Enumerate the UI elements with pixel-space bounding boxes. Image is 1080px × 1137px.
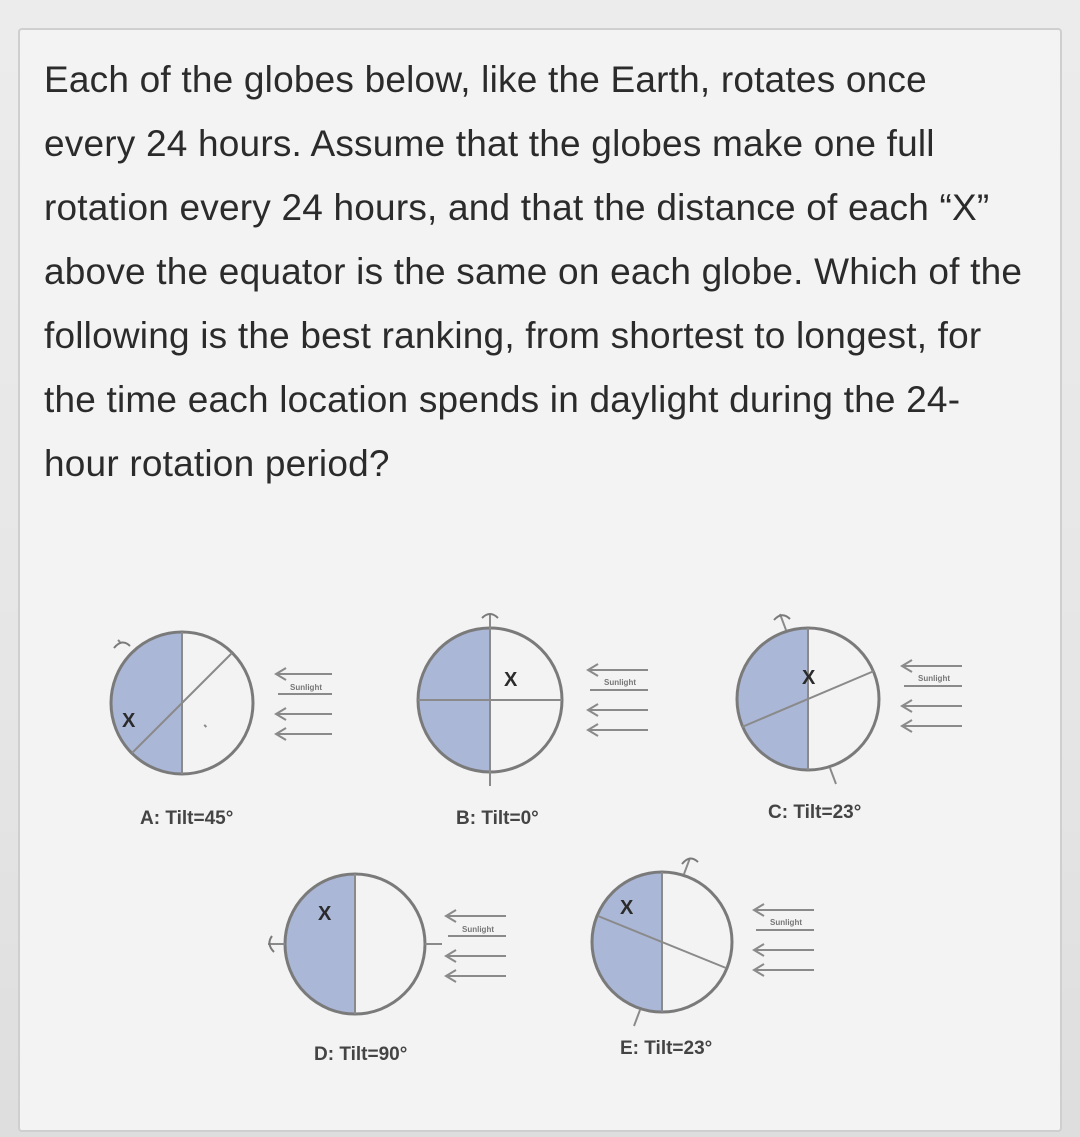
- globe-a-night-side: [111, 632, 182, 774]
- globe-d-marker: X: [318, 903, 332, 925]
- question-text: Each of the globes below, like the Earth, rotates once every 24 hours. Assume that the globes make one full rotation every 24 hours, and that the distance of each “X” above the equator is the same on each globe. Which of the following is the best ranking, from shortest to longest, for the time each location spends in daylight during the 24-hour rotation period?: [44, 59, 1023, 484]
- globe-e-sunlight-arrows: [754, 904, 814, 976]
- globe-e-sunlight-label: Sunlight: [770, 918, 802, 927]
- globe-d: [268, 874, 506, 1065]
- globe-c-caption: C: Tilt=23°: [768, 802, 862, 823]
- globe-b-sunlight-arrows: [588, 664, 648, 736]
- globe-e: [592, 858, 814, 1059]
- globe-e-axis-bottom: [634, 1010, 640, 1026]
- globe-d-caption: D: Tilt=90°: [314, 1044, 408, 1065]
- globe-d-sunlight-arrows: [446, 910, 506, 982]
- globe-b-marker: X: [504, 669, 518, 691]
- globe-d-sunlight-label: Sunlight: [462, 925, 494, 934]
- globe-a-caption: A: Tilt=45°: [140, 808, 234, 829]
- globe-a-sunlight-arrows: [276, 668, 332, 740]
- globe-a: [111, 632, 332, 829]
- globe-b-sunlight-label: Sunlight: [604, 678, 636, 687]
- globe-e-marker: X: [620, 897, 634, 919]
- globe-e-rotation-arrow-icon: [682, 858, 698, 864]
- globe-c-marker: X: [802, 667, 816, 689]
- globe-b-caption: B: Tilt=0°: [456, 808, 539, 829]
- globe-e-caption: E: Tilt=23°: [620, 1038, 713, 1059]
- globe-b: [418, 614, 648, 829]
- globe-c-night-side: [737, 628, 808, 770]
- globe-c: [737, 614, 962, 823]
- globe-a-sunlight-label: Sunlight: [290, 683, 322, 692]
- globe-c-sunlight-label: Sunlight: [918, 674, 950, 683]
- globe-a-rotation-arrow-icon: [114, 642, 130, 648]
- globe-a-marker: X: [122, 710, 136, 732]
- globe-c-axis-bottom: [830, 768, 836, 784]
- globe-c-sunlight-arrows: [902, 660, 962, 732]
- globe-d-night-side: [285, 874, 355, 1014]
- globe-e-night-side: [592, 872, 662, 1012]
